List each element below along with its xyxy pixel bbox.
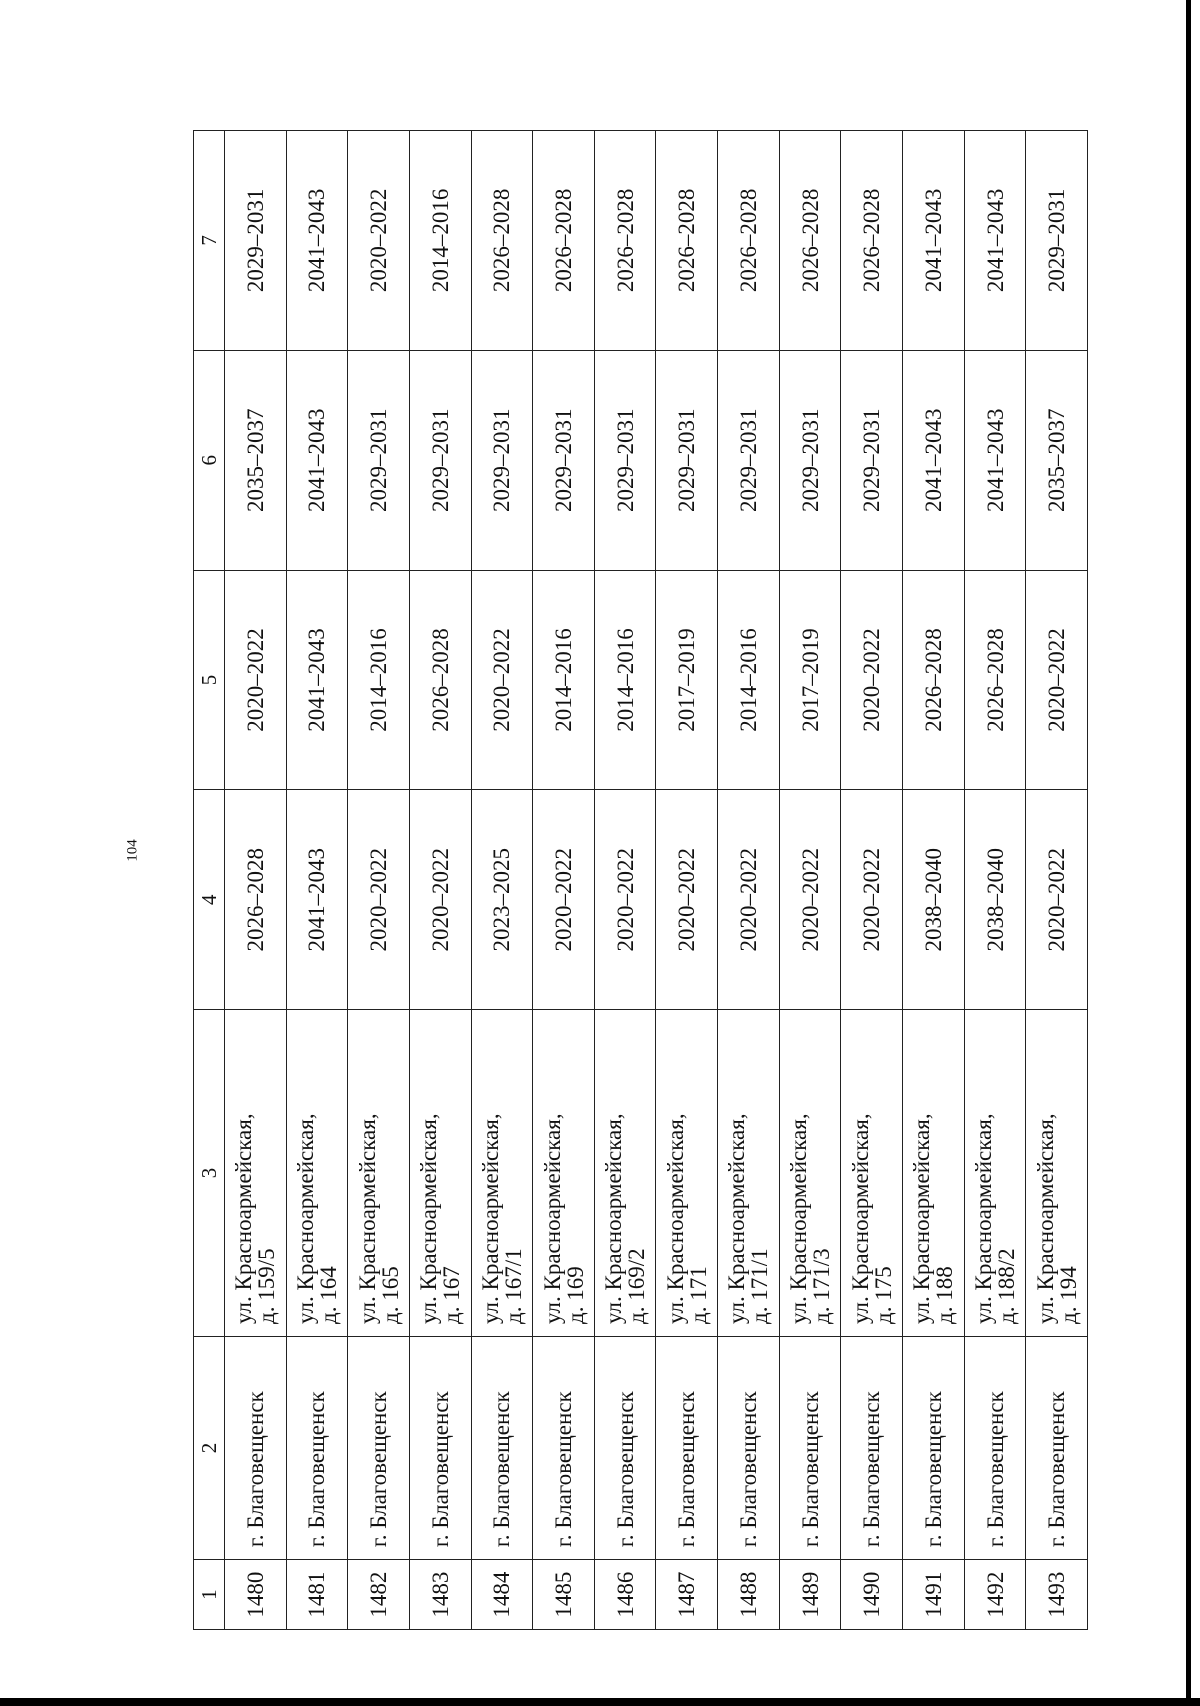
row-city: г. Благовещенск bbox=[533, 1336, 595, 1559]
row-col-4: 2020–2022 bbox=[718, 790, 780, 1010]
row-col-6: 2029–2031 bbox=[533, 350, 595, 570]
row-address bbox=[656, 1010, 718, 1337]
row-col-7: 2029–2031 bbox=[225, 131, 287, 351]
table-row bbox=[471, 131, 533, 1630]
address-house: д. 165 bbox=[377, 1266, 403, 1324]
row-address bbox=[533, 1010, 595, 1337]
row-col-4: 2038–2040 bbox=[903, 790, 965, 1010]
row-address bbox=[779, 1010, 841, 1337]
table-row bbox=[903, 131, 965, 1630]
row-col-7: 2026–2028 bbox=[533, 131, 595, 351]
table-body bbox=[225, 131, 1088, 1630]
row-col-7: 2026–2028 bbox=[841, 131, 903, 351]
row-col-6: 2041–2043 bbox=[964, 350, 1026, 570]
row-city: г. Благовещенск bbox=[348, 1336, 410, 1559]
row-col-5: 2014–2016 bbox=[594, 570, 656, 790]
table-row bbox=[594, 131, 656, 1630]
row-city: г. Благовещенск bbox=[1026, 1336, 1088, 1559]
row-col-5: 2020–2022 bbox=[1026, 570, 1088, 790]
row-col-4: 2020–2022 bbox=[841, 790, 903, 1010]
row-col-7: 2026–2028 bbox=[779, 131, 841, 351]
table-row bbox=[656, 131, 718, 1630]
row-city: г. Благовещенск bbox=[286, 1336, 348, 1559]
table-row bbox=[841, 131, 903, 1630]
row-col-4: 2020–2022 bbox=[409, 790, 471, 1010]
row-col-4: 2041–2043 bbox=[286, 790, 348, 1010]
row-col-7: 2014–2016 bbox=[409, 131, 471, 351]
address-street: ул. Красноармейская, bbox=[477, 1113, 503, 1324]
address-street: ул. Красноармейская, bbox=[354, 1113, 380, 1324]
header-col-6: 6 bbox=[194, 350, 225, 570]
address-house: д. 188/2 bbox=[994, 1248, 1019, 1324]
address-house: д. 167/1 bbox=[500, 1248, 526, 1324]
row-col-6: 2029–2031 bbox=[409, 350, 471, 570]
row-city: г. Благовещенск bbox=[903, 1336, 965, 1559]
row-col-6: 2029–2031 bbox=[594, 350, 656, 570]
row-col-7: 2026–2028 bbox=[718, 131, 780, 351]
table-row bbox=[718, 131, 780, 1630]
row-number: 1485 bbox=[533, 1560, 595, 1630]
row-col-6: 2041–2043 bbox=[903, 350, 965, 570]
row-col-5: 2017–2019 bbox=[656, 570, 718, 790]
table-row bbox=[286, 131, 348, 1630]
row-number: 1489 bbox=[779, 1560, 841, 1630]
row-col-7: 2041–2043 bbox=[286, 131, 348, 351]
row-col-4: 2020–2022 bbox=[348, 790, 410, 1010]
row-col-6: 2029–2031 bbox=[471, 350, 533, 570]
table-row bbox=[348, 131, 410, 1630]
row-col-5: 2026–2028 bbox=[409, 570, 471, 790]
row-address bbox=[409, 1010, 471, 1337]
row-address bbox=[471, 1010, 533, 1337]
row-number: 1493 bbox=[1026, 1560, 1088, 1630]
address-house: д. 169/2 bbox=[624, 1248, 650, 1324]
row-address bbox=[1026, 1010, 1088, 1337]
row-address bbox=[225, 1010, 287, 1337]
row-col-5: 2041–2043 bbox=[286, 570, 348, 790]
row-col-4: 2020–2022 bbox=[594, 790, 656, 1010]
row-city: г. Благовещенск bbox=[841, 1336, 903, 1559]
address-street: ул. Красноармейская, bbox=[539, 1113, 565, 1324]
row-city: г. Благовещенск bbox=[718, 1336, 780, 1559]
row-col-5: 2017–2019 bbox=[779, 570, 841, 790]
table-container bbox=[193, 130, 1088, 1630]
row-col-5: 2014–2016 bbox=[348, 570, 410, 790]
address-street: ул. Красноармейская, bbox=[724, 1113, 750, 1324]
row-col-6: 2035–2037 bbox=[1026, 350, 1088, 570]
row-number: 1488 bbox=[718, 1560, 780, 1630]
address-street: ул. Красноармейская, bbox=[1032, 1113, 1058, 1324]
row-city: г. Благовещенск bbox=[409, 1336, 471, 1559]
scan-bottom-edge bbox=[0, 1698, 1200, 1706]
address-house: д. 171 bbox=[685, 1266, 711, 1324]
row-col-4: 2023–2025 bbox=[471, 790, 533, 1010]
table-row bbox=[533, 131, 595, 1630]
address-house: д. 169 bbox=[562, 1266, 588, 1324]
row-col-7: 2026–2028 bbox=[594, 131, 656, 351]
page-number: 104 bbox=[124, 839, 141, 862]
address-street: ул. Красноармейская, bbox=[786, 1113, 812, 1324]
row-address bbox=[903, 1010, 965, 1337]
row-col-5: 2014–2016 bbox=[718, 570, 780, 790]
table-row bbox=[1026, 131, 1088, 1630]
header-row bbox=[194, 131, 225, 1630]
row-col-7: 2029–2031 bbox=[1026, 131, 1088, 351]
address-house: д. 164 bbox=[315, 1266, 341, 1324]
row-col-4: 2020–2022 bbox=[533, 790, 595, 1010]
row-number: 1481 bbox=[286, 1560, 348, 1630]
row-col-6: 2035–2037 bbox=[225, 350, 287, 570]
row-col-6: 2029–2031 bbox=[348, 350, 410, 570]
address-street: ул. Красноармейская, bbox=[662, 1113, 688, 1324]
address-street: ул. Красноармейская, bbox=[416, 1113, 442, 1324]
row-number: 1487 bbox=[656, 1560, 718, 1630]
row-address bbox=[841, 1010, 903, 1337]
row-col-5: 2020–2022 bbox=[471, 570, 533, 790]
row-city: г. Благовещенск bbox=[594, 1336, 656, 1559]
row-col-4: 2020–2022 bbox=[1026, 790, 1088, 1010]
header-col-2: 2 bbox=[194, 1336, 225, 1559]
table-row bbox=[225, 131, 287, 1630]
row-col-5: 2014–2016 bbox=[533, 570, 595, 790]
header-col-3: 3 bbox=[194, 1010, 225, 1337]
row-number: 1480 bbox=[225, 1560, 287, 1630]
address-house: д. 171/3 bbox=[809, 1248, 835, 1324]
row-col-5: 2020–2022 bbox=[225, 570, 287, 790]
row-number: 1482 bbox=[348, 1560, 410, 1630]
row-col-5: 2020–2022 bbox=[841, 570, 903, 790]
row-city: г. Благовещенск bbox=[964, 1336, 1026, 1559]
row-address bbox=[718, 1010, 780, 1337]
row-col-6: 2041–2043 bbox=[286, 350, 348, 570]
header-col-1: 1 bbox=[194, 1560, 225, 1630]
table-row bbox=[409, 131, 471, 1630]
row-number: 1492 bbox=[964, 1560, 1026, 1630]
table-row bbox=[964, 131, 1026, 1630]
row-number: 1486 bbox=[594, 1560, 656, 1630]
address-street: ул. Красноармейская, bbox=[292, 1113, 318, 1324]
address-street: ул. Красноармейская, bbox=[971, 1113, 996, 1324]
row-city: г. Благовещенск bbox=[225, 1336, 287, 1559]
row-city: г. Благовещенск bbox=[779, 1336, 841, 1559]
row-col-5: 2026–2028 bbox=[903, 570, 965, 790]
address-street: ул. Красноармейская, bbox=[847, 1113, 873, 1324]
row-address bbox=[348, 1010, 410, 1337]
row-col-6: 2029–2031 bbox=[656, 350, 718, 570]
row-col-5: 2026–2028 bbox=[964, 570, 1026, 790]
row-city: г. Благовещенск bbox=[471, 1336, 533, 1559]
address-house: д. 175 bbox=[870, 1266, 896, 1324]
row-address bbox=[594, 1010, 656, 1337]
row-city: г. Благовещенск bbox=[656, 1336, 718, 1559]
row-address bbox=[286, 1010, 348, 1337]
header-col-5: 5 bbox=[194, 570, 225, 790]
address-street: ул. Красноармейская, bbox=[909, 1113, 935, 1324]
row-number: 1484 bbox=[471, 1560, 533, 1630]
row-col-4: 2026–2028 bbox=[225, 790, 287, 1010]
address-house: д. 194 bbox=[1055, 1266, 1081, 1324]
address-house: д. 188 bbox=[932, 1266, 958, 1324]
row-col-4: 2038–2040 bbox=[964, 790, 1026, 1010]
address-house: д. 171/1 bbox=[747, 1248, 773, 1324]
address-street: ул. Красноармейская, bbox=[601, 1113, 627, 1324]
row-col-7: 2041–2043 bbox=[964, 131, 1026, 351]
row-number: 1491 bbox=[903, 1560, 965, 1630]
address-house: д. 159/5 bbox=[254, 1248, 280, 1324]
row-col-7: 2026–2028 bbox=[471, 131, 533, 351]
scan-right-edge bbox=[1186, 0, 1191, 1706]
row-col-4: 2020–2022 bbox=[779, 790, 841, 1010]
row-col-6: 2029–2031 bbox=[718, 350, 780, 570]
row-col-6: 2029–2031 bbox=[841, 350, 903, 570]
row-number: 1483 bbox=[409, 1560, 471, 1630]
row-col-7: 2026–2028 bbox=[656, 131, 718, 351]
row-number: 1490 bbox=[841, 1560, 903, 1630]
header-col-4: 4 bbox=[194, 790, 225, 1010]
table-row bbox=[779, 131, 841, 1630]
address-street: ул. Красноармейская, bbox=[231, 1113, 257, 1324]
row-col-4: 2020–2022 bbox=[656, 790, 718, 1010]
row-col-7: 2020–2022 bbox=[348, 131, 410, 351]
address-house: д. 167 bbox=[439, 1266, 465, 1324]
header-col-7: 7 bbox=[194, 131, 225, 351]
schedule-table bbox=[193, 130, 1088, 1630]
row-col-7: 2041–2043 bbox=[903, 131, 965, 351]
row-address bbox=[964, 1010, 1026, 1337]
row-col-6: 2029–2031 bbox=[779, 350, 841, 570]
